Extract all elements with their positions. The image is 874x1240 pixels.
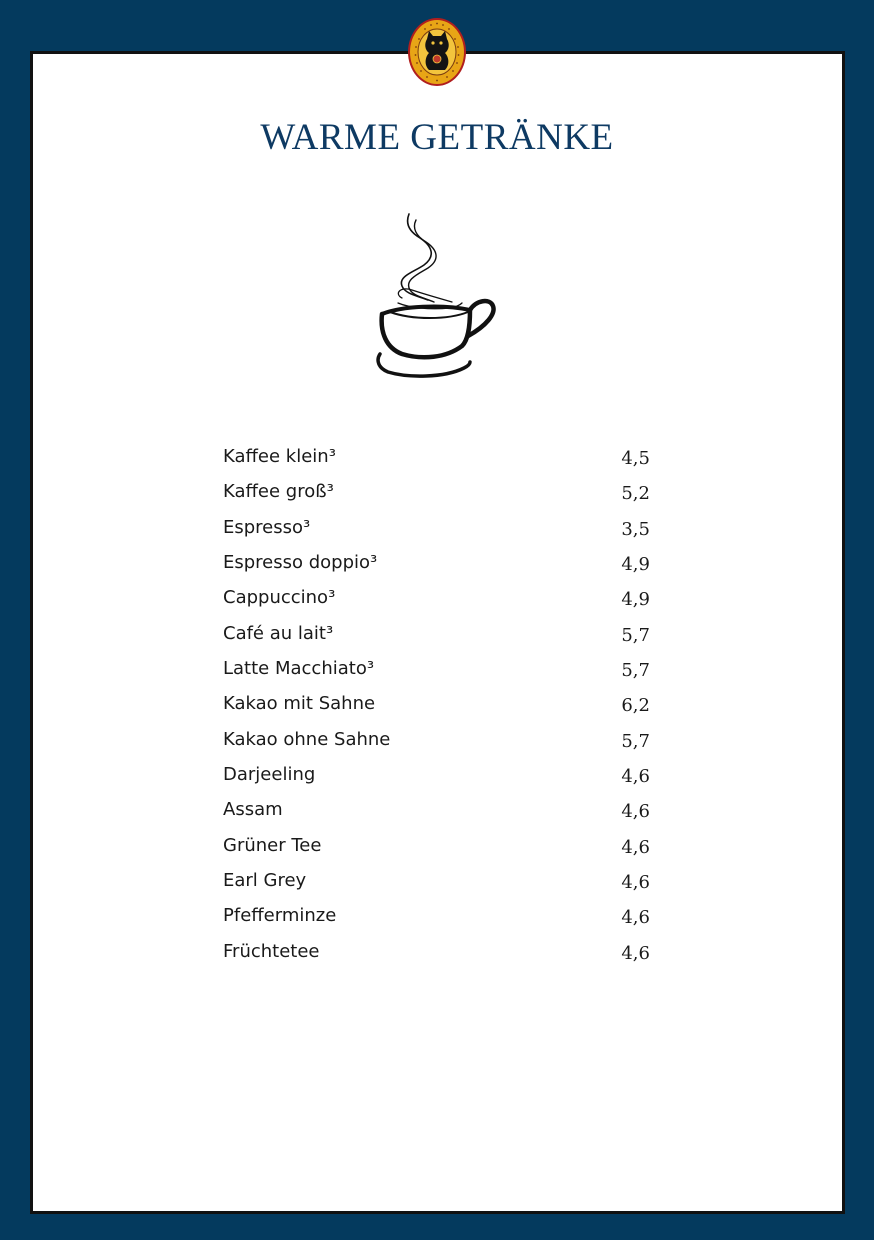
menu-item [223,831,653,866]
menu-item-price: 4,6 [621,907,650,929]
drinks-menu-list [223,442,653,972]
menu-item-name: Darjeeling [223,764,316,786]
menu-item [223,548,653,583]
menu-item [223,583,653,618]
menu-item [223,689,653,724]
menu-item-price: 6,2 [621,695,650,717]
menu-item-name: Kakao mit Sahne [223,693,376,715]
coffee-cup-icon [372,208,502,380]
menu-item-name: Früchtetee [223,940,320,962]
menu-item-name: Espresso³ [223,516,311,538]
menu-item [223,654,653,689]
menu-item-name: Assam [223,799,283,821]
menu-item [223,866,653,901]
menu-item-price: 5,7 [621,730,650,752]
menu-item-price: 4,6 [621,836,650,858]
menu-item [223,442,653,477]
menu-item-name: Kaffee klein³ [223,446,336,467]
menu-item-name: Earl Grey [223,870,307,892]
menu-item-name: Pfefferminze [223,905,337,927]
menu-item-name: Grüner Tee [223,834,322,856]
menu-item [223,937,653,972]
menu-item-price: 4,6 [621,942,650,964]
menu-item-price: 4,6 [621,766,650,788]
menu-item-price: 5,7 [621,660,650,682]
menu-item [223,725,653,760]
menu-item-price: 4,9 [621,589,650,611]
menu-item-name: Latte Macchiato³ [223,658,375,680]
menu-item-price: 4,9 [621,554,650,576]
menu-item [223,760,653,795]
menu-item [223,513,653,548]
menu-item [223,619,653,654]
menu-item-name: Espresso doppio³ [223,552,378,574]
menu-item-name: Kakao ohne Sahne [223,728,391,750]
page-title: WARME GETRÄNKE [260,117,614,158]
menu-item-name: Kaffee groß³ [223,481,334,503]
menu-item-price: 3,5 [621,518,650,540]
menu-item-name: Café au lait³ [223,622,334,644]
menu-item-name: Cappuccino³ [223,587,336,609]
menu-item [223,477,653,512]
menu-item-price: 4,6 [621,801,650,823]
menu-item-price: 4,6 [621,872,650,894]
menu-item [223,901,653,936]
menu-item [223,795,653,830]
menu-item-price: 4,5 [621,448,650,469]
menu-item-price: 5,2 [621,483,650,505]
cat-emblem-icon [407,17,467,87]
menu-item-price: 5,7 [621,624,650,646]
